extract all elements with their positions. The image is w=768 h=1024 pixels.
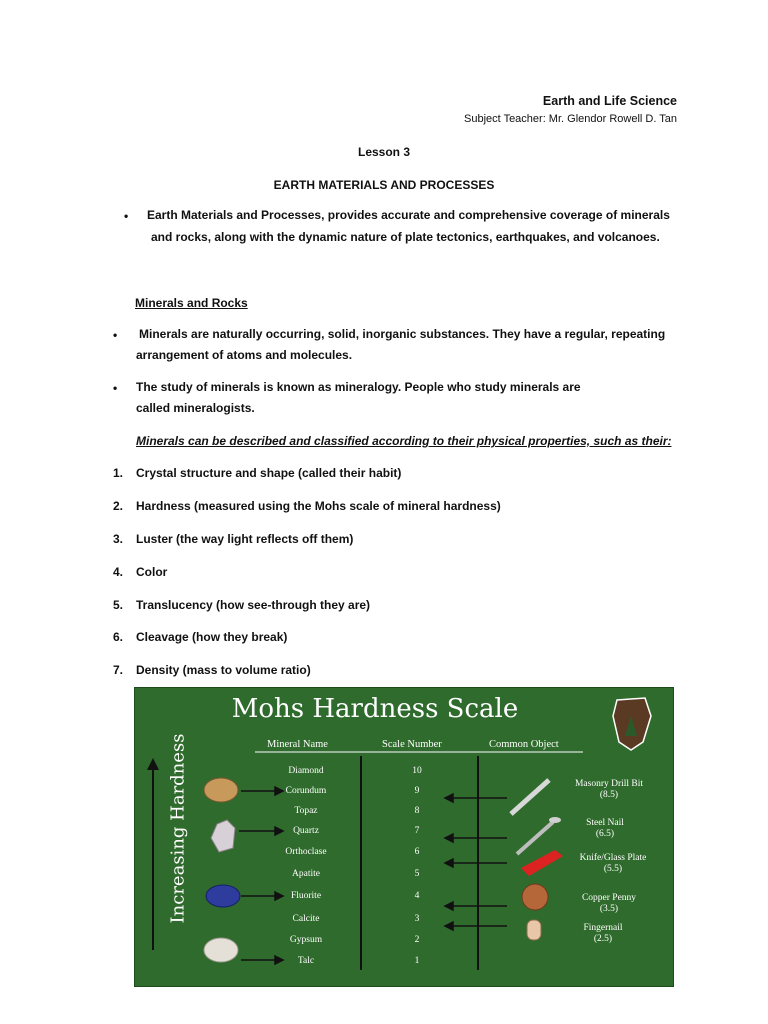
scale-number: 1 [414, 956, 420, 966]
list-number: 4. [113, 565, 124, 579]
list-item: Hardness (measured using the Mohs scale of mineral hardness) [136, 499, 501, 513]
col-header-object: Common Object [489, 739, 559, 750]
object-value: (8.5) [599, 790, 619, 800]
hardness-axis-label: Increasing Hardness [167, 733, 189, 924]
properties-intro: Minerals can be described and classified according to their physical properties, such as their: [136, 434, 672, 448]
arrow-head-icon [147, 758, 159, 770]
list-item: Density (mass to volume ratio) [136, 663, 311, 677]
mineral-name: Apatite [292, 869, 320, 879]
list-item: Translucency (how see-through they are) [136, 598, 371, 612]
common-object [555, 818, 655, 840]
mineral-name: Calcite [292, 914, 320, 924]
steel-nail-icon [517, 822, 553, 854]
scale-number: 9 [414, 786, 420, 796]
mineral-name: Fluorite [290, 891, 322, 901]
scale-number: 3 [414, 914, 420, 924]
scale-number: 2 [414, 935, 420, 945]
drill-bit-icon [511, 780, 549, 814]
list-number: 5. [113, 598, 124, 612]
mineral-name: Topaz [294, 806, 318, 816]
col-header-scale: Scale Number [382, 739, 442, 750]
lesson-number: Lesson 3 [357, 145, 411, 159]
list-number: 3. [113, 532, 124, 546]
mineral-name: Talc [297, 956, 315, 966]
copper-penny-icon [522, 884, 548, 910]
list-item: Cleavage (how they break) [136, 630, 288, 644]
object-name: Copper Penny [581, 893, 637, 903]
bullet-dot: • [124, 209, 129, 223]
object-name: Fingernail [583, 923, 623, 933]
common-object [563, 853, 663, 875]
bullet-dot: • [113, 328, 118, 342]
list-item: Luster (the way light reflects off them) [136, 532, 354, 546]
list-number: 6. [113, 630, 124, 644]
scale-number: 7 [414, 826, 420, 836]
common-object [559, 893, 659, 915]
talc-rock-icon [204, 938, 238, 962]
list-item: Color [136, 565, 168, 579]
object-value: (2.5) [593, 934, 613, 944]
object-value: (6.5) [595, 829, 615, 839]
mineral-name: Gypsum [289, 935, 323, 945]
scale-number: 6 [414, 847, 420, 857]
teacher-line: Subject Teacher: Mr. Glendor Rowell D. Tan [464, 113, 677, 125]
section-heading: Minerals and Rocks [135, 296, 248, 310]
object-name: Steel Nail [586, 818, 624, 828]
fluorite-rock-icon [206, 885, 240, 907]
mineral-definition-line2: arrangement of atoms and molecules. [136, 348, 353, 362]
list-number: 1. [113, 466, 124, 480]
object-value: (5.5) [603, 864, 623, 874]
corundum-rock-icon [204, 778, 238, 802]
lesson-title: EARTH MATERIALS AND PROCESSES [273, 178, 495, 192]
list-number: 2. [113, 499, 124, 513]
scale-number: 5 [414, 869, 420, 879]
mineral-name: Diamond [288, 766, 324, 776]
object-value: (3.5) [599, 904, 619, 914]
list-number: 7. [113, 663, 124, 677]
common-object [559, 779, 659, 801]
mineral-name: Quartz [293, 826, 319, 836]
scale-number: 10 [412, 766, 422, 776]
mohs-title: Mohs Hardness Scale [231, 694, 519, 724]
scale-number: 8 [414, 806, 420, 816]
mineral-name: Corundum [285, 786, 327, 796]
mineral-name: Orthoclase [285, 847, 327, 857]
mohs-hardness-figure [134, 687, 674, 987]
intro-bullet-line1: Earth Materials and Processes, provides accurate and comprehensive coverage of minerals [147, 208, 670, 222]
common-object [553, 923, 653, 945]
mineralogy-line2: called mineralogists. [136, 401, 255, 415]
quartz-crystal-icon [211, 820, 235, 852]
mineral-definition-line1: Minerals are naturally occurring, solid, inorganic substances. They have a regular, repeating [139, 327, 666, 341]
object-name: Knife/Glass Plate [579, 853, 647, 863]
mineralogy-line1: The study of minerals is known as mineralogy. People who study minerals are [136, 380, 581, 394]
course-title: Earth and Life Science [542, 94, 677, 108]
list-item: Crystal structure and shape (called their habit) [136, 466, 402, 480]
col-header-mineral: Mineral Name [267, 739, 328, 750]
knife-icon [521, 850, 563, 876]
object-name: Masonry Drill Bit [574, 779, 644, 789]
bullet-dot: • [113, 381, 118, 395]
intro-bullet-line2: and rocks, along with the dynamic nature of plate tectonics, earthquakes, and volcanoes. [151, 230, 660, 244]
fingernail-icon [527, 920, 541, 940]
scale-number: 4 [414, 891, 420, 901]
